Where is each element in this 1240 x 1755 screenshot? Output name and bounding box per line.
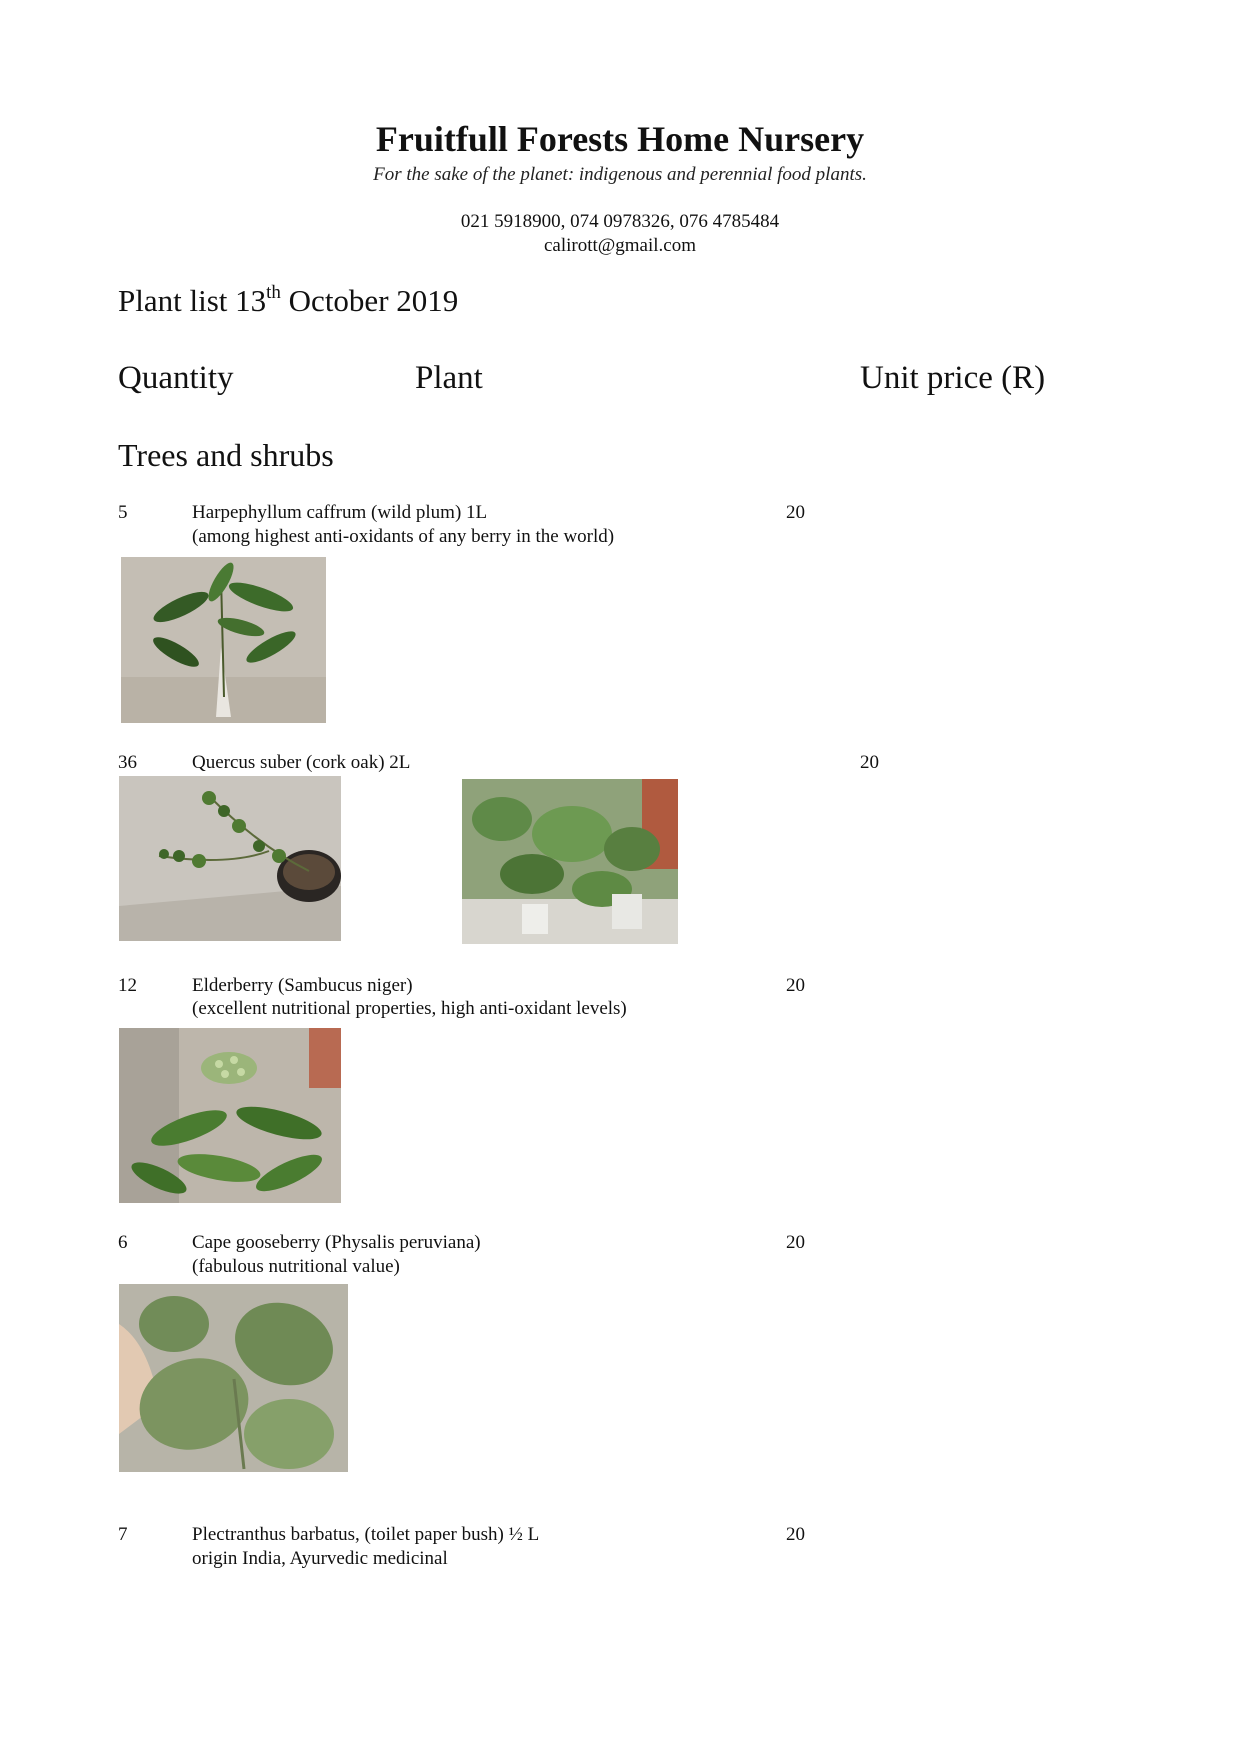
nursery-tagline: For the sake of the planet: indigenous and perennial food plants. (373, 164, 867, 185)
item-quantity: 7 (118, 1524, 128, 1545)
item-quantity: 12 (118, 975, 137, 996)
plant-photo-cork-oak-tray (462, 779, 678, 944)
column-header-plant: Plant (415, 360, 483, 396)
plant-photo-cape-gooseberry (119, 1284, 348, 1472)
list-title-ordinal: th (266, 282, 281, 303)
item-note: (among highest anti-oxidants of any berry in the world) (192, 526, 615, 547)
plant-photo-cork-oak-seedling (119, 776, 341, 941)
item-price: 20 (786, 1524, 805, 1545)
item-name: Plectranthus barbatus, (toilet paper bush) ½ L (192, 1524, 540, 1545)
list-title-rest: October 2019 (280, 283, 459, 318)
plant-photo-elderberry (119, 1028, 341, 1203)
item-name: Harpephyllum caffrum (wild plum) 1L (192, 502, 488, 523)
section-heading: Trees and shrubs (118, 437, 334, 473)
item-note: origin India, Ayurvedic medicinal (192, 1548, 448, 1569)
item-price: 20 (786, 1232, 805, 1253)
item-note: (excellent nutritional properties, high anti-oxidant levels) (192, 998, 627, 1019)
plant-list-title (118, 282, 458, 319)
item-name: Elderberry (Sambucus niger) (192, 975, 413, 996)
plant-photo-wild-plum (121, 557, 326, 723)
column-header-unit-price: Unit price (R) (860, 360, 1046, 396)
phone-numbers: 021 5918900, 074 0978326, 076 4785484 (460, 211, 780, 232)
item-price: 20 (786, 502, 805, 523)
item-name: Quercus suber (cork oak) 2L (192, 752, 411, 773)
item-name: Cape gooseberry (Physalis peruviana) (192, 1232, 481, 1253)
list-title-prefix: Plant list 13 (118, 283, 267, 318)
nursery-title: Fruitfull Forests Home Nursery (375, 119, 865, 159)
email-address: calirott@gmail.com (543, 235, 697, 256)
item-quantity: 36 (118, 752, 137, 773)
item-note: (fabulous nutritional value) (192, 1256, 400, 1277)
item-price: 20 (786, 975, 805, 996)
item-price: 20 (860, 752, 879, 773)
item-quantity: 5 (118, 502, 128, 523)
column-header-quantity: Quantity (118, 360, 234, 396)
item-quantity: 6 (118, 1232, 128, 1253)
